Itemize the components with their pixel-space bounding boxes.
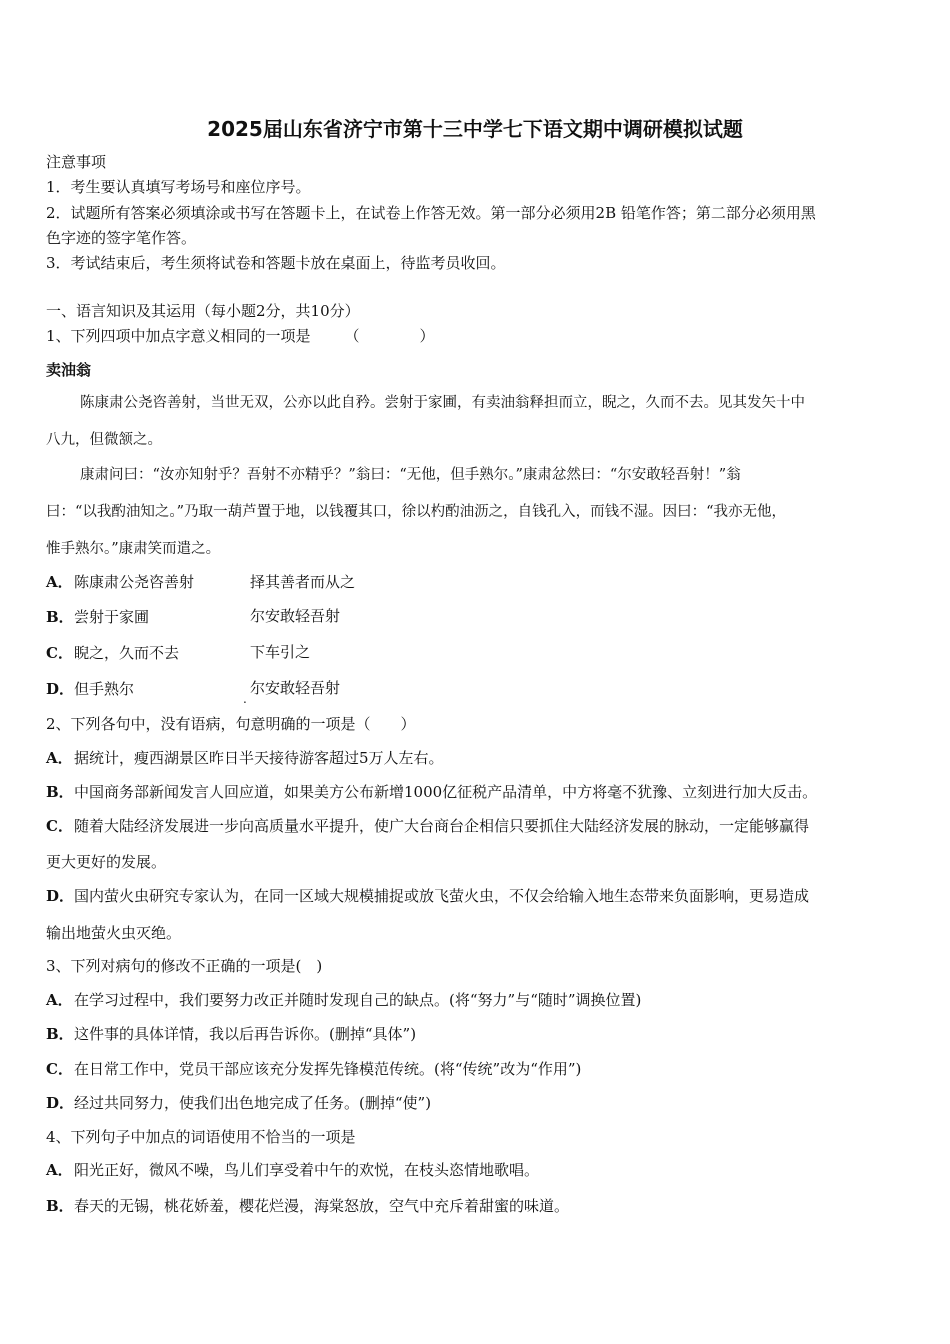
option-text: 中国商务部新闻发言人回应道，如果美方公布新增1000亿征税产品清单，中方将毫不犹豫、立刻进行加大反击。 [74,783,818,801]
option-left-text: 尝射于家圃 [74,608,150,626]
option-text: 输出地萤火虫灭绝。 [46,924,182,942]
emphasis-dot: . [243,692,247,706]
option-letter: A． [46,1161,73,1179]
option-text: 随着大陆经济发展进一步向高质量水平提升，使广大台商台企相信只要抓住大陆经济发展的脉动，一定能够赢得 [74,817,810,835]
option-letter: B． [46,608,74,626]
option-line [46,748,444,768]
option-d [46,679,134,699]
option-right-text: 择其善者而从之 [250,573,356,591]
option-left-text: 睨之，久而不去 [74,644,180,662]
option-left-text: 但手熟尔 [74,680,135,698]
question-4-stem: 4、下列句子中加点的词语使用不恰当的一项是 [46,1128,356,1146]
option-left-text: 陈康肃公尧咨善射 [74,573,195,591]
option-text: 国内萤火虫研究专家认为，在同一区域大规模捕捉或放飞萤火虫，不仅会给输入地生态带来负面影响，更易造成 [74,887,810,905]
question-2-stem: 2、下列各句中，没有语病，句意明确的一项是（ ） [46,715,416,733]
question-1-stem [46,326,435,346]
option-text: 这件事的具体详情，我以后再告诉你。(删掉“具体”) [74,1025,417,1043]
option-b [46,607,149,627]
answer-blank: （ ） [344,327,435,345]
notice-item: 1．考生要认真填写考场号和座位序号。 [46,178,311,196]
option-letter: D． [46,1094,75,1112]
option-letter: A． [46,991,73,1009]
option-text: 阳光正好，微风不噪，鸟儿们享受着中午的欢悦，在枝头恣情地歌唱。 [74,1161,540,1179]
notice-item: 2．试题所有答案必须填涂或书写在答题卡上，在试卷上作答无效。第一部分必须用2B 铅笔作答；第二部分必须用黑 [46,204,816,222]
passage-line: 八九，但微颔之。 [46,432,162,448]
option-a [46,572,194,592]
option-letter: D． [46,680,75,698]
option-line [46,1093,431,1113]
option-right-text: 下车引之 [250,643,311,661]
option-letter: A． [46,749,73,767]
option-letter: B． [46,783,74,801]
option-letter: D． [46,887,75,905]
option-text: 经过共同努力，使我们出色地完成了任务。(删掉“使”) [74,1094,432,1112]
option-line [46,923,181,943]
option-letter: C． [46,817,73,835]
option-c [46,643,179,663]
passage-line: 陈康肃公尧咨善射，当世无双，公亦以此自矜。尝射于家圃，有卖油翁释担而立，睨之，久而不去。见其发矢十中 [80,395,805,411]
option-line [46,852,166,872]
option-letter: C． [46,1060,73,1078]
option-right-text: 尔安敢轻吾射 [250,679,341,697]
question-stem-text: 1、下列四项中加点字意义相同的一项是 [46,327,311,345]
question-3-stem: 3、下列对病句的修改不正确的一项是( ) [46,957,323,975]
option-line [46,1059,581,1079]
option-line [46,1196,569,1216]
option-line [46,816,809,836]
option-text: 在学习过程中，我们要努力改正并随时发现自己的缺点。(将“努力”与“随时”调换位置) [74,991,642,1009]
option-text: 在日常工作中，党员干部应该充分发挥先锋模范传统。(将“传统”改为“作用”) [74,1060,582,1078]
section-heading: 一、语言知识及其运用（每小题2分，共10分） [46,302,360,320]
option-right-text: 尔安敢轻吾射 [250,607,341,625]
option-text: 更大更好的发展。 [46,853,167,871]
option-line [46,886,809,906]
option-letter: C． [46,644,73,662]
passage-title: 卖油翁 [46,361,92,379]
notice-item: 3．考试结束后，考生须将试卷和答题卡放在桌面上，待监考员收回。 [46,254,506,272]
option-line [46,1160,539,1180]
notice-item: 色字迹的签字笔作答。 [46,229,197,247]
option-letter: B． [46,1025,74,1043]
option-line [46,990,641,1010]
option-letter: A． [46,573,73,591]
option-text: 春天的无锡，桃花娇羞，樱花烂漫，海棠怒放，空气中充斥着甜蜜的味道。 [74,1197,570,1215]
option-text: 据统计，瘦西湖景区昨日半天接待游客超过5万人左右。 [74,749,444,767]
option-line [46,782,817,802]
notice-heading: 注意事项 [46,153,107,171]
passage-line: 康肃问曰：“汝亦知射乎？吾射不亦精乎？”翁曰：“无他，但手熟尔。”康肃忿然曰：“尔安敢轻吾射！”翁 [80,467,741,483]
passage-line: 曰：“以我酌油知之。”乃取一葫芦置于地，以钱覆其口，徐以杓酌油沥之，自钱孔入，而钱不湿。因曰：“我亦无他， [46,504,786,520]
passage-line: 惟手熟尔。”康肃笑而遣之。 [46,541,221,557]
option-line [46,1024,416,1044]
option-letter: B． [46,1197,74,1215]
exam-title: 2025届山东省济宁市第十三中学七下语文期中调研模拟试题 [207,117,743,141]
